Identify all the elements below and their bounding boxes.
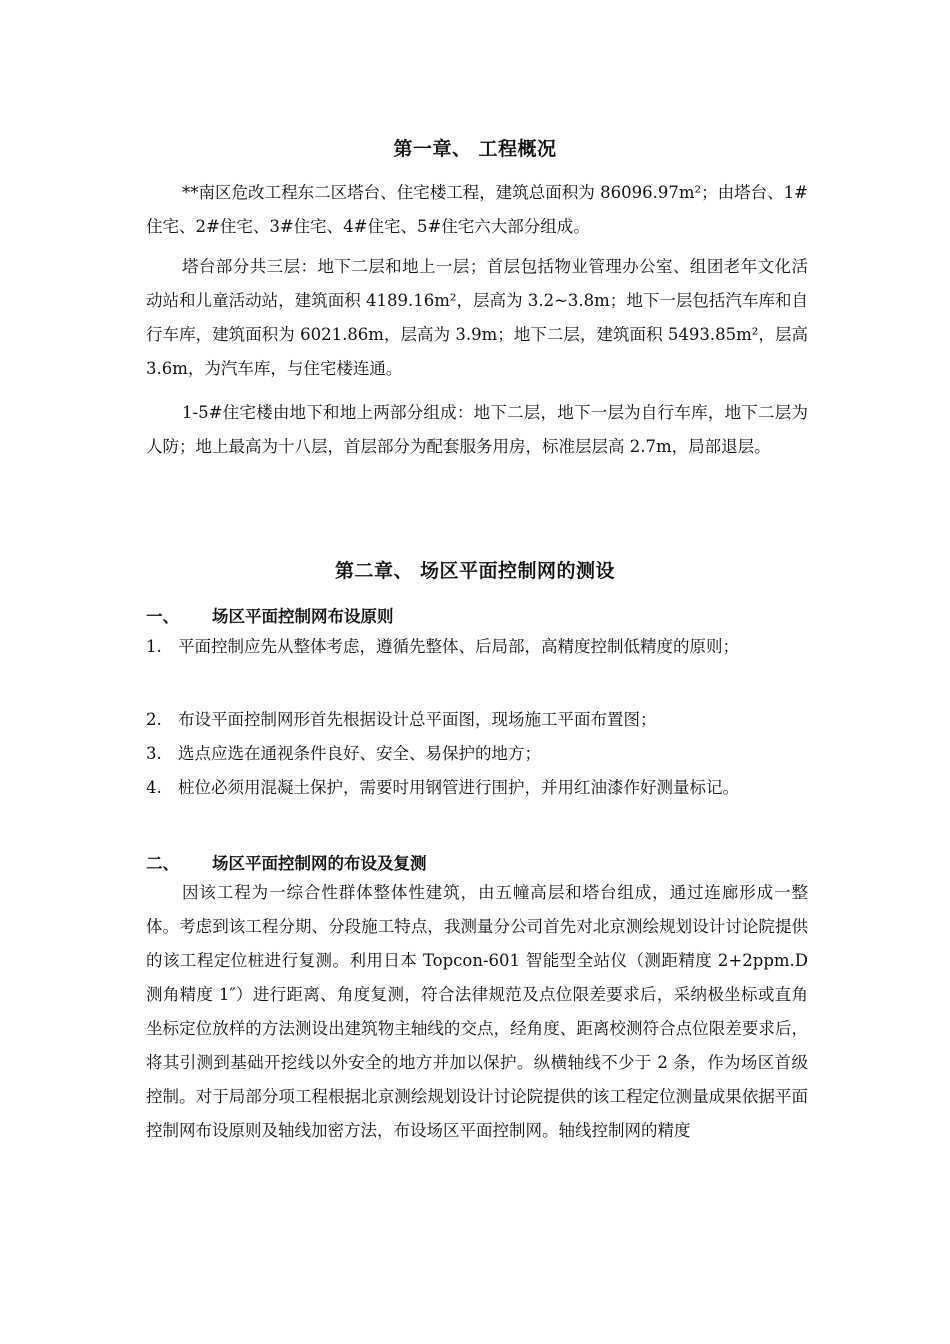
principle-item-number: 3. — [146, 744, 162, 763]
section-2-heading — [146, 850, 427, 874]
section-2-title: 场区平面控制网的布设及复测 — [212, 854, 427, 873]
chapter-1-title: 第一章、 工程概况 — [393, 138, 557, 160]
principle-item-4 — [146, 771, 808, 805]
principle-item-2 — [146, 703, 808, 737]
principle-item-text: 桩位必须用混凝土保护，需要时用钢管进行围护，并用红油漆作好测量标记。 — [178, 778, 739, 797]
principle-item-text: 布设平面控制网形首先根据设计总平面图，现场施工平面布置图； — [178, 710, 657, 729]
principle-item-text: 选点应选在通视条件良好、安全、易保护的地方； — [178, 744, 541, 763]
principle-item-text: 平面控制应先从整体考虑，遵循先整体、后局部，高精度控制低精度的原则； — [178, 637, 739, 656]
principle-item-number: 1. — [146, 637, 162, 656]
section-1-number: 一、 — [146, 607, 179, 626]
chapter-1-paragraph-1: **南区危改工程东二区塔台、住宅楼工程，建筑总面积为 86096.97m²；由塔台、1#住宅、2#住宅、3#住宅、4#住宅、5#住宅六大部分组成。 — [146, 183, 808, 236]
principle-item-number: 2. — [146, 710, 162, 729]
section-1-heading — [146, 603, 394, 627]
chapter-1-paragraph-2: 塔台部分共三层：地下二层和地上一层；首层包括物业管理办公室、组团老年文化活动站和儿童活动站，建筑面积 4189.16m²，层高为 3.2~3.8m；地下一层包括汽车库和自行车库，建筑面积为 6021.86m，层高为 3.9m；地下二层，建筑面积 5493.85m²，层高 3.6m，为汽车库，与住宅楼连通。 — [146, 257, 808, 378]
section-2-number: 二、 — [146, 854, 179, 873]
section-1-title: 场区平面控制网布设原则 — [212, 607, 394, 626]
section-2-paragraph: 因该工程为一综合性群体整体性建筑，由五幢高层和塔台组成，通过连廊形成一整体。考虑到该工程分期、分段施工特点，我测量分公司首先对北京测绘规划设计讨论院提供的该工程定位桩进行复测。利用日本 Topcon-601 智能型全站仪（测距精度 2+2ppm.D 测角精度 1″）进行距离、角度复测，符合法律规范及点位限差要求后，采纳极坐标或直角坐标定位放样的方法测设出建筑物主轴线的交点，经角度、距离校测符合点位限差要求后，将其引测到基础开挖线以外安全的地方并加以保护。纵横轴线不少于 2 条，作为场区首级控制。对于局部分项工程根据北京测绘规划设计讨论院提供的该工程定位测量成果依据平面控制网布设原则及轴线加密方法，布设场区平面控制网。轴线控制网的精度 — [146, 883, 808, 1140]
chapter-1-paragraph-3: 1-5#住宅楼由地下和地上两部分组成：地下二层，地下一层为自行车库，地下二层为人防；地上最高为十八层，首层部分为配套服务用房，标准层层高 2.7m，局部退层。 — [146, 403, 808, 456]
principle-item-1 — [146, 630, 808, 664]
principle-item-3 — [146, 737, 808, 771]
principle-item-number: 4. — [146, 778, 162, 797]
chapter-2-title: 第二章、 场区平面控制网的测设 — [334, 560, 616, 582]
